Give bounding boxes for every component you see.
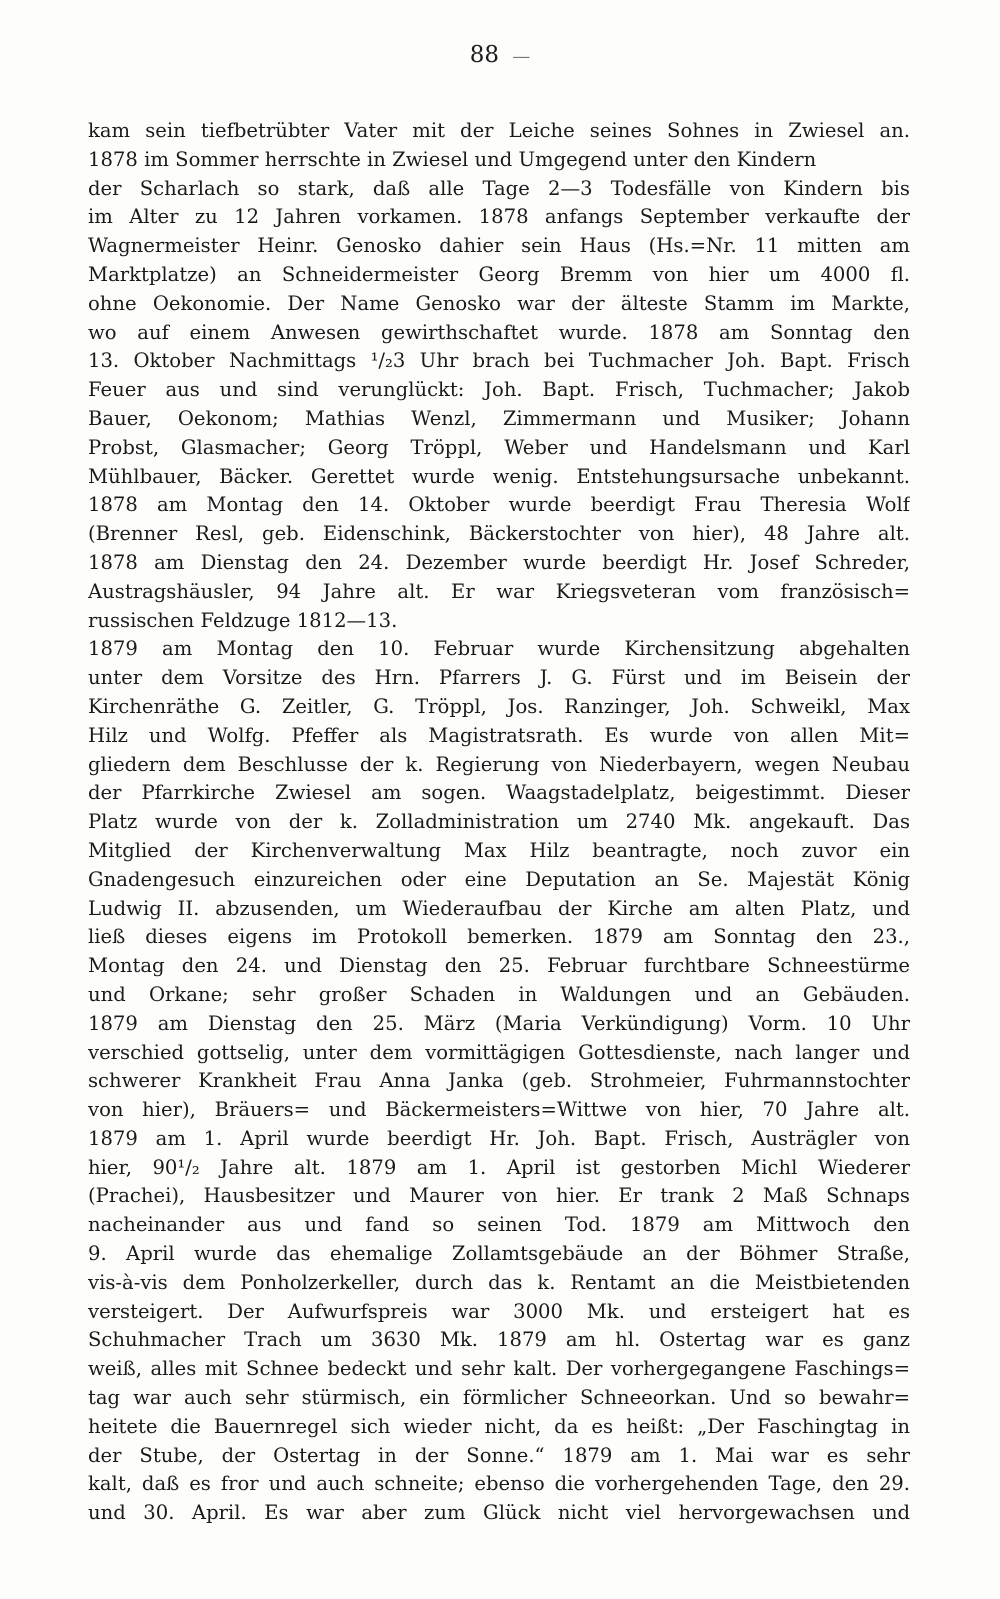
- text-line: der Stube, der Ostertag in der Sonne.“ 1879 am 1. Mai war es sehr: [88, 1443, 910, 1467]
- text-line: 1879 am Dienstag den 25. März (Maria Verkündigung) Vorm. 10 Uhr: [88, 1011, 910, 1035]
- page-number-dash: —: [512, 46, 531, 67]
- text-line: 1878 am Dienstag den 24. Dezember wurde beerdigt Hr. Josef Schreder,: [88, 550, 910, 574]
- text-line: Mühlbauer, Bäcker. Gerettet wurde wenig. Entstehungsursache unbekannt.: [88, 464, 910, 488]
- text-line: weiß, alles mit Schnee bedeckt und sehr kalt. Der vorhergegangene Faschings=: [88, 1357, 910, 1381]
- page-header: [0, 42, 1000, 68]
- text-line: tag war auch sehr stürmisch, ein förmlicher Schneeorkan. Und so bewahr=: [88, 1386, 910, 1410]
- text-line: im Alter zu 12 Jahren vorkamen. 1878 anfangs September verkaufte der: [88, 205, 910, 229]
- text-line: schwerer Krankheit Frau Anna Janka (geb. Strohmeier, Fuhrmannstochter: [88, 1069, 910, 1093]
- text-line: (Prachei), Hausbesitzer und Maurer von hier. Er trank 2 Maß Schnaps: [88, 1184, 910, 1208]
- text-line: russischen Feldzuge 1812—13.: [88, 608, 398, 632]
- text-line: 9. April wurde das ehemalige Zollamtsgebäude an der Böhmer Straße,: [88, 1242, 910, 1266]
- text-line: ohne Oekonomie. Der Name Genosko war der älteste Stamm im Markte,: [88, 291, 910, 315]
- text-line: Platz wurde von der k. Zolladministration um 2740 Mk. angekauft. Das: [88, 810, 910, 834]
- text-line: Marktplatze) an Schneidermeister Georg Bremm von hier um 4000 fl.: [88, 262, 910, 286]
- text-line: verschied gottselig, unter dem vormittägigen Gottesdienste, nach langer und: [88, 1040, 910, 1064]
- text-line: 1879 am 1. April wurde beerdigt Hr. Joh. Bapt. Frisch, Austrägler von: [88, 1126, 910, 1150]
- text-line: Montag den 24. und Dienstag den 25. Februar furchtbare Schneestürme: [88, 954, 910, 978]
- text-line: wo auf einem Anwesen gewirthschaftet wurde. 1878 am Sonntag den: [88, 320, 910, 344]
- text-line: und Orkane; sehr großer Schaden in Waldungen und an Gebäuden.: [88, 982, 910, 1006]
- page-number: 88: [469, 42, 499, 68]
- body-text: [88, 117, 910, 1528]
- text-line: Ludwig II. abzusenden, um Wiederaufbau der Kirche am alten Platz, und: [88, 896, 910, 920]
- text-line: (Brenner Resl, geb. Eidenschink, Bäckerstochter von hier), 48 Jahre alt.: [88, 522, 910, 546]
- text-line: 1878 im Sommer herrschte in Zwiesel und Umgegend unter den Kindern: [88, 147, 817, 171]
- text-line: Wagnermeister Heinr. Genosko dahier sein Haus (Hs.=Nr. 11 mitten am: [88, 234, 910, 258]
- text-line: Gnadengesuch einzureichen oder eine Deputation an Se. Majestät König: [88, 867, 910, 891]
- text-line: der Pfarrkirche Zwiesel am sogen. Waagstadelplatz, beigestimmt. Dieser: [88, 781, 910, 805]
- text-line: kalt, daß es fror und auch schneite; ebenso die vorhergehenden Tage, den 29.: [88, 1472, 910, 1496]
- text-line: Feuer aus und sind verunglückt: Joh. Bapt. Frisch, Tuchmacher; Jakob: [88, 378, 910, 402]
- text-line: gliedern dem Beschlusse der k. Regierung von Niederbayern, wegen Neubau: [88, 752, 910, 776]
- text-line: und 30. April. Es war aber zum Glück nicht viel hervorgewachsen und: [88, 1501, 910, 1525]
- text-line: 1878 am Montag den 14. Oktober wurde beerdigt Frau Theresia Wolf: [88, 493, 910, 517]
- text-line: der Scharlach so stark, daß alle Tage 2—3 Todesfälle von Kindern bis: [88, 176, 910, 200]
- text-line: 1879 am Montag den 10. Februar wurde Kirchensitzung abgehalten: [88, 637, 910, 661]
- text-line: Bauer, Oekonom; Mathias Wenzl, Zimmermann und Musiker; Johann: [88, 406, 910, 430]
- text-line: unter dem Vorsitze des Hrn. Pfarrers J. G. Fürst und im Beisein der: [88, 666, 910, 690]
- text-line: Hilz und Wolfg. Pfeffer als Magistratsrath. Es wurde von allen Mit=: [88, 723, 910, 747]
- text-line: vis-à-vis dem Ponholzerkeller, durch das k. Rentamt an die Meistbietenden: [88, 1270, 910, 1294]
- text-line: nacheinander aus und fand so seinen Tod. 1879 am Mittwoch den: [88, 1213, 910, 1237]
- text-line: Schuhmacher Trach um 3630 Mk. 1879 am hl. Ostertag war es ganz: [88, 1328, 910, 1352]
- text-line: kam sein tiefbetrübter Vater mit der Leiche seines Sohnes in Zwiesel an.: [88, 119, 910, 142]
- text-line: 13. Oktober Nachmittags ¹/₂3 Uhr brach bei Tuchmacher Joh. Bapt. Frisch: [88, 349, 910, 373]
- text-line: ließ dieses eigens im Protokoll bemerken. 1879 am Sonntag den 23.,: [88, 925, 910, 949]
- text-line: Probst, Glasmacher; Georg Tröppl, Weber und Handelsmann und Karl: [88, 435, 910, 459]
- text-line: Austragshäusler, 94 Jahre alt. Er war Kriegsveteran vom französisch=: [88, 579, 910, 603]
- text-line: heitete die Bauernregel sich wieder nicht, da es heißt: „Der Faschingtag in: [88, 1414, 910, 1438]
- text-line: Kirchenräthe G. Zeitler, G. Tröppl, Jos. Ranzinger, Joh. Schweikl, Max: [88, 694, 910, 718]
- text-line: von hier), Bräuers= und Bäckermeisters=Wittwe von hier, 70 Jahre alt.: [88, 1098, 910, 1122]
- text-line: hier, 90¹/₂ Jahre alt. 1879 am 1. April ist gestorben Michl Wiederer: [88, 1155, 910, 1179]
- text-line: versteigert. Der Aufwurfspreis war 3000 Mk. und ersteigert hat es: [88, 1299, 910, 1323]
- text-line: Mitglied der Kirchenverwaltung Max Hilz beantragte, noch zuvor ein: [88, 838, 910, 862]
